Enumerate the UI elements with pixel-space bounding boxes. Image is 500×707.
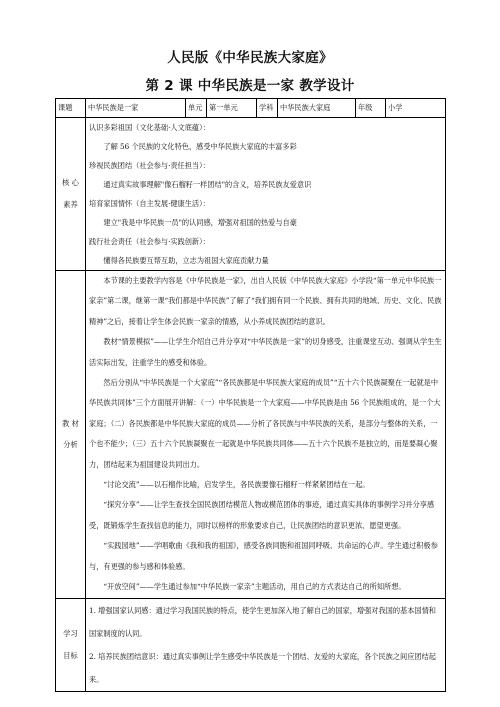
core-literacy-label-line2: 素养 — [63, 200, 78, 209]
analysis-paragraph: 本节课的主要教学内容是《中华民族是一家》，出自人民版《中华民族大家庭》小学段“第一单元中华民族一家亲”第二课，继第一课“我们都是中华民族”了解了“我们拥有同一个民族、拥有共同的地域、历史、文化、民族精神”之后，接着让学生体会民族一家亲的情感，从小养成民族团结的意识。 — [89, 276, 442, 326]
material-analysis-content — [86, 271, 446, 599]
analysis-paragraph: “实践园地”——学唱歌曲《我和我的祖国》，感受各族同胞和祖国同呼吸、共命运的心声。学生通过积极参与，有更强的参与感和体验感。 — [89, 541, 438, 571]
grade-value: 小学 — [386, 99, 446, 118]
learning-goal-item: 1. 增强国家认同感：通过学习我国民族的特点，使学生更加深入地了解自己的国家，增强对我国的基本国情和国家制度的认同。 — [89, 605, 436, 638]
header-row — [56, 99, 446, 118]
core-literacy-line: 认识多彩祖国（文化基础·人文底蕴）： — [89, 123, 210, 132]
analysis-paragraph: “开放空间”——学生通过参加“中华民族一家亲”主题活动，用自己的方式表达自己的所知所想。 — [103, 582, 406, 592]
analysis-paragraph: “讨论交流”——以石榴作比喻，启发学生，各民族要像石榴籽一样紧紧团结在一起。 — [103, 480, 370, 490]
topic-value: 中华民族是一家 — [86, 99, 186, 118]
document-subtitle: 第 2 课 中华民族是一家 教学设计 — [145, 78, 355, 94]
material-analysis-row — [56, 271, 446, 599]
unit-label: 单元 — [186, 99, 207, 118]
core-literacy-label-line1: 核 心 — [62, 178, 79, 188]
topic-label: 课题 — [56, 99, 86, 118]
learning-goal-item: 2. 培养民族团结意识：通过真实事例让学生感受中华民族是一个团结、友爱的大家庭，各个民族之间应团结起来。 — [89, 651, 436, 684]
material-analysis-label-line1: 教 材 — [62, 418, 79, 428]
analysis-paragraph: “探究分享”——让学生查找全国民族团结模范人物或模范团体的事迹，通过真实具体的事例学习并分享感受，既锻炼学生查找信息的能力，同时以榜样的形象要求自己，让民族团结的意识更浓、愿望更强。 — [89, 500, 435, 530]
document-title: 人民版《中华民族大家庭》 — [167, 50, 333, 66]
core-literacy-line: 懂得各民族要互帮互助，立志为祖国大家庭贡献力量 — [103, 256, 269, 265]
learning-goals-label-line2: 目标 — [63, 650, 78, 660]
learning-goals-label-line1: 学习 — [63, 628, 78, 638]
core-literacy-label — [56, 118, 86, 271]
core-literacy-line: 了解 56 个民族的文化特色，感受中华民族大家庭的丰富多彩 — [103, 142, 297, 151]
lesson-plan-table — [55, 98, 446, 692]
grade-label: 年级 — [356, 99, 386, 118]
material-analysis-label-line2: 分析 — [63, 440, 78, 450]
core-literacy-line: 通过真实故事理解"像石榴籽一样团结"的含义，培养民族友爱意识 — [103, 180, 312, 189]
analysis-paragraph: 然后分别从“中华民族是一个大家庭”“各民族都是中华民族大家庭的成员”“五十六个民族凝聚在一起就是中华民族共同体”三个方面展开讲解：（一）中华民族是一个大家庭——中华民族是由 56 个民族组成的，是一个大家庭；（二）各民族都是中华民族大家庭的成员——分析了各民族与中华民族的关系，是部分与整体的关系，一个也不能少；（三）五十六个民族凝聚在一起就是中华民族共同体——五十六个民族不是独立的，而是要凝心聚力，团结起来为祖国建设共同出力。 — [89, 378, 441, 469]
subject-label: 学科 — [257, 99, 278, 118]
learning-goals-label — [56, 598, 86, 691]
core-literacy-line: 培育家国情怀（自主发展·健康生活）： — [89, 199, 210, 208]
core-literacy-line: 珍视民族团结（社会参与·责任担当）： — [89, 161, 210, 170]
material-analysis-label — [56, 271, 86, 599]
learning-goals-row — [56, 598, 446, 691]
core-literacy-line: 践行社会责任（社会参与·实践创新）： — [89, 237, 210, 246]
unit-value: 第一单元 — [207, 99, 257, 118]
learning-goals-content — [86, 598, 446, 691]
analysis-paragraph: 教材“情景模拟”——让学生介绍自己并分享对“中华民族是一家”的切身感受，注重课堂互动、强调从学生生活实际出发，注重学生的感受和体验。 — [89, 337, 442, 367]
subject-value: 中华民族大家庭 — [278, 99, 356, 118]
core-literacy-row — [56, 118, 446, 271]
core-literacy-content — [86, 118, 446, 271]
core-literacy-line: 建立"我是中华民族一员"的认同感，增强对祖国的热爱与自豪 — [103, 218, 297, 227]
